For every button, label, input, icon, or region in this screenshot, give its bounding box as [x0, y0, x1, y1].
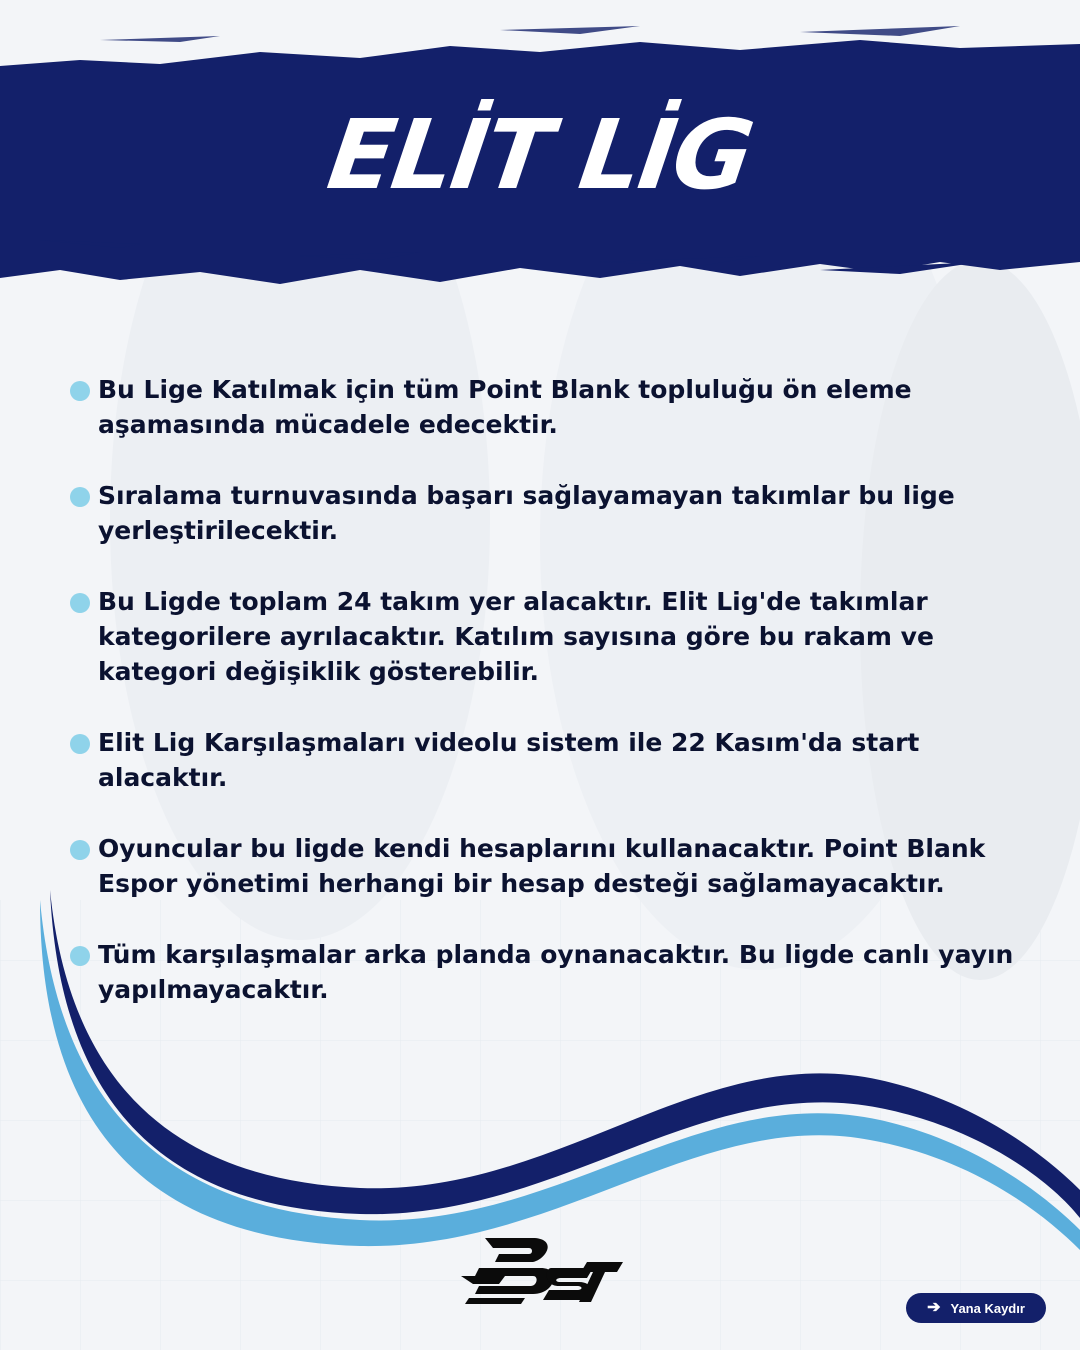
arrow-right-icon: ➔	[927, 1299, 941, 1316]
list-item-text: Elit Lig Karşılaşmaları videolu sistem ile 22 Kasım'da start alacaktır.	[98, 728, 920, 792]
bst-logo	[455, 1232, 625, 1308]
bullet-dot-icon	[70, 487, 90, 507]
page-title: ELİT LİG	[321, 99, 759, 211]
list-item	[70, 937, 1030, 1007]
swipe-button[interactable]	[906, 1293, 1046, 1323]
list-item-text: Sıralama turnuvasında başarı sağlayamayan takımlar bu lige yerleştirilecektir.	[98, 481, 955, 545]
rules-list	[70, 372, 1030, 1007]
list-item-text: Bu Ligde toplam 24 takım yer alacaktır. Elit Lig'de takımlar kategorilere ayrılacaktır. Katılım sayısına göre bu rakam ve kategori değişiklik gösterebilir.	[98, 587, 934, 686]
list-item	[70, 831, 1030, 901]
list-item	[70, 372, 1030, 442]
list-item-text: Bu Lige Katılmak için tüm Point Blank topluluğu ön eleme aşamasında mücadele edecektir.	[98, 375, 912, 439]
bullet-dot-icon	[70, 946, 90, 966]
bullet-dot-icon	[70, 840, 90, 860]
list-item-text: Oyuncular bu ligde kendi hesaplarını kullanacaktır. Point Blank Espor yönetimi herhangi bir hesap desteği sağlamayacaktır.	[98, 834, 986, 898]
bullet-dot-icon	[70, 593, 90, 613]
list-item-text: Tüm karşılaşmalar arka planda oynanacaktır. Bu ligde canlı yayın yapılmayacaktır.	[98, 940, 1014, 1004]
list-item	[70, 584, 1030, 689]
list-item	[70, 725, 1030, 795]
swipe-button-label: Yana Kaydır	[950, 1300, 1025, 1316]
bullet-dot-icon	[70, 381, 90, 401]
list-item	[70, 478, 1030, 548]
bullet-dot-icon	[70, 734, 90, 754]
